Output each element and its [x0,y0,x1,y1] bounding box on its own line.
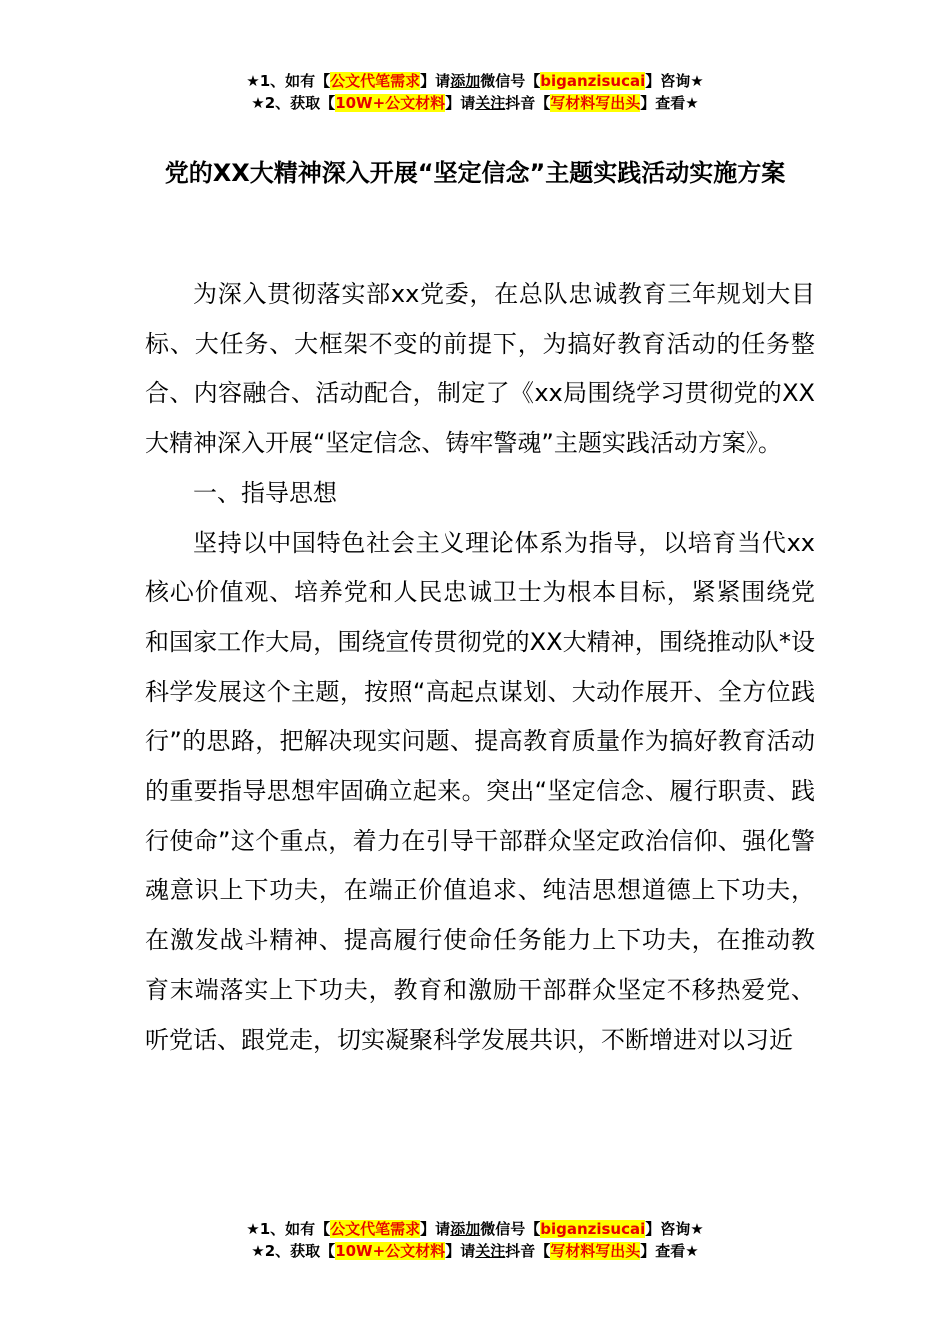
banner-highlight: biganzisucai [540,72,646,90]
banner-text: 微信号【 [480,1220,541,1238]
section-heading: 一、指导思想 [193,478,337,507]
banner-underlined: 添加 [450,1220,481,1238]
banner-text: 】请 [445,94,476,112]
banner-text: 】请 [420,72,451,90]
top-banner [0,70,950,114]
banner-text: 】查看★ [640,94,699,112]
banner-highlight: 写材料写出头 [550,1242,641,1260]
banner-highlight: biganzisucai [540,1220,646,1238]
banner-text: ★1、如有【 [246,1220,331,1238]
banner-text: ★2、获取【 [251,1242,336,1260]
banner-text: 抖音【 [505,94,551,112]
banner-highlight: 公文代笔需求 [330,72,421,90]
banner-text: 】咨询★ [645,72,704,90]
banner-underlined: 添加 [450,72,481,90]
banner-highlight: 公文代笔需求 [330,1220,421,1238]
banner-line-2 [0,1240,950,1262]
banner-text: ★2、获取【 [251,94,336,112]
banner-text: 】咨询★ [645,1220,704,1238]
banner-highlight: 10W+公文材料 [335,1242,446,1260]
banner-text: ★1、如有【 [246,72,331,90]
paragraph-guiding-thought: 坚持以中国特色社会主义理论体系为指导，以培育当代xx核心价值观、培养党和人民忠诚卫士为根本目标，紧紧围绕党和国家工作大局，围绕宣传贯彻党的XX大精神，围绕推动队*设科学发展这个主题，按照“高起点谋划、大动作展开、全方位践行”的思路，把解决现实问题、提高教育质量作为搞好教育活动的重要指导思想牢固确立起来。突出“坚定信念、履行职责、践行使命”这个重点，着力在引导干部群众坚定政治信仰、强化警魂意识上下功夫，在端正价值追求、纯洁思想道德上下功夫，在激发战斗精神、提高履行使命任务能力上下功夫，在推动教育末端落实上下功夫，教育和激励干部群众坚定不移热爱党、听党话、跟党走，切实凝聚科学发展共识，不断增进对以习近 [145,528,815,1054]
banner-line-1 [0,1218,950,1240]
banner-text: 抖音【 [505,1242,551,1260]
banner-text: 】查看★ [640,1242,699,1260]
bottom-banner [0,1218,950,1262]
banner-line-2 [0,92,950,114]
banner-highlight: 写材料写出头 [550,94,641,112]
paragraph-intro: 为深入贯彻落实部xx党委，在总队忠诚教育三年规划大目标、大任务、大框架不变的前提下，为搞好教育活动的任务整合、内容融合、活动配合，制定了《xx局围绕学习贯彻党的XX大精神深入开展“坚定信念、铸牢警魂”主题实践活动方案》。 [145,280,815,458]
document-body [145,270,815,1065]
banner-text: 】请 [445,1242,476,1260]
banner-highlight: 10W+公文材料 [335,94,446,112]
banner-line-1 [0,70,950,92]
banner-underlined: 关注 [475,94,506,112]
banner-text: 微信号【 [480,72,541,90]
document-title: 党的XX大精神深入开展“坚定信念”主题实践活动实施方案 [164,159,786,187]
banner-text: 】请 [420,1220,451,1238]
banner-underlined: 关注 [475,1242,506,1260]
